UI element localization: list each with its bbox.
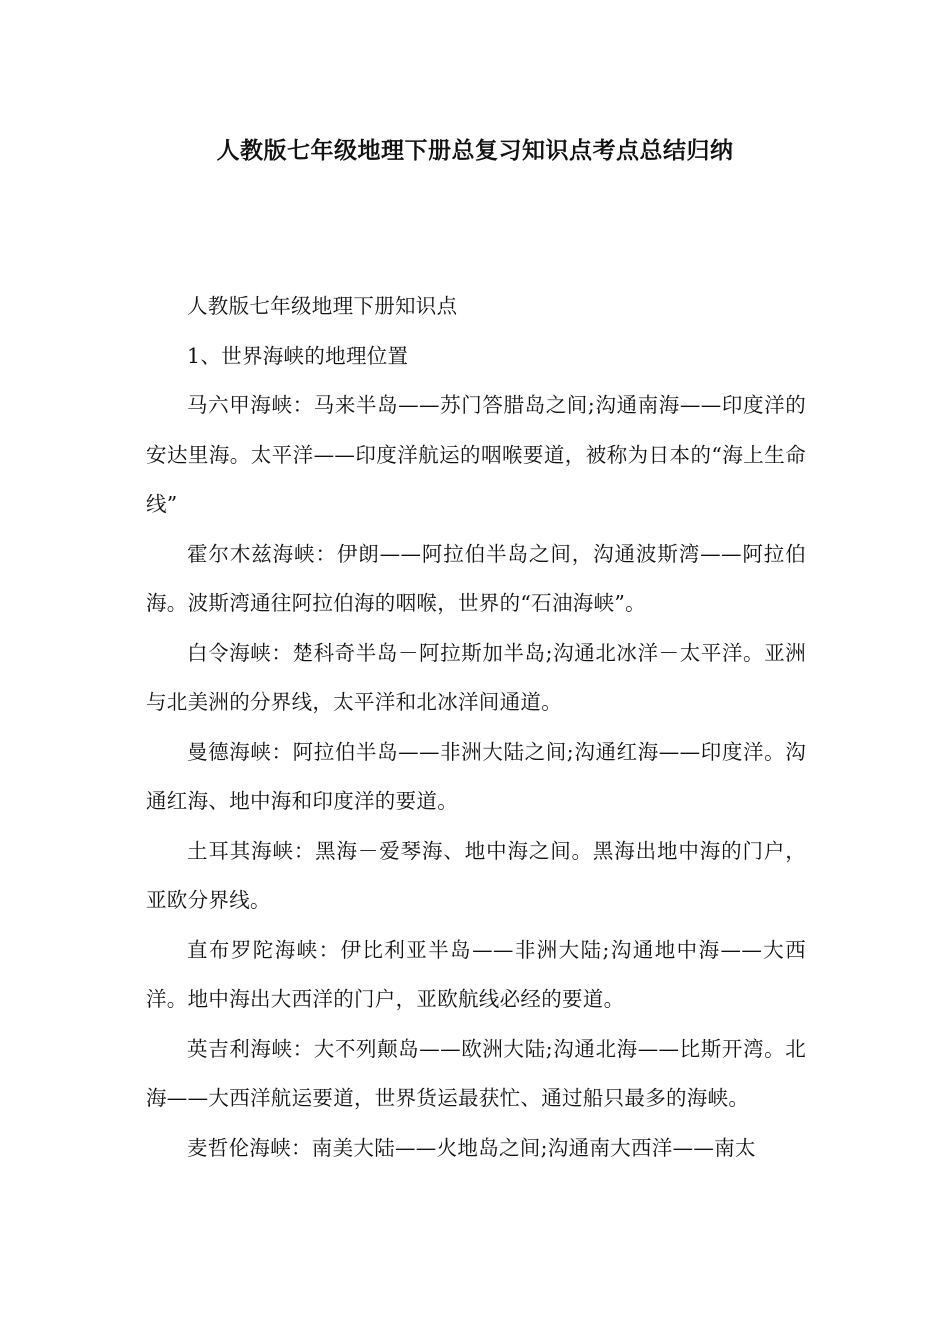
section-heading: 人教版七年级地理下册知识点: [187, 294, 458, 318]
document-title: 人教版七年级地理下册总复习知识点考点总结归纳: [216, 138, 734, 164]
paragraph-english-channel: 英吉利海峡：大不列颠岛——欧洲大陆;沟通北海——比斯开湾。北海——大西洋航运要道，世界货运最获忙、通过船只最多的海峡。: [146, 1036, 806, 1110]
paragraph-turkish-straits: 土耳其海峡：黑海－爱琴海、地中海之间。黑海出地中海的门户，亚欧分界线。: [146, 838, 806, 912]
paragraph-bering-strait: 白令海峡：楚科奇半岛－阿拉斯加半岛;沟通北冰洋－太平洋。亚洲与北美洲的分界线，太平洋和北冰洋间通道。: [146, 640, 806, 714]
paragraph-gibraltar-strait: 直布罗陀海峡：伊比利亚半岛——非洲大陆;沟通地中海——大西洋。地中海出大西洋的门户，亚欧航线必经的要道。: [146, 937, 806, 1011]
paragraph-magellan-strait: 麦哲伦海峡：南美大陆——火地岛之间;沟通南大西洋——南太: [187, 1135, 756, 1160]
document-body: [146, 282, 806, 1173]
paragraph-hormuz-strait: 霍尔木兹海峡：伊朗——阿拉伯半岛之间，沟通波斯湾——阿拉伯海。波斯湾通往阿拉伯海的咽喉，世界的“石油海峡”。: [146, 541, 806, 615]
paragraph-malacca-strait: 马六甲海峡：马来半岛——苏门答腊岛之间;沟通南海——印度洋的安达里海。太平洋——印度洋航运的咽喉要道，被称为日本的“海上生命线”: [146, 393, 806, 516]
paragraph-mandeb-strait: 曼德海峡：阿拉伯半岛——非洲大陆之间;沟通红海——印度洋。沟通红海、地中海和印度洋的要道。: [146, 739, 806, 813]
subsection-heading: 1、世界海峡的地理位置: [187, 343, 409, 368]
